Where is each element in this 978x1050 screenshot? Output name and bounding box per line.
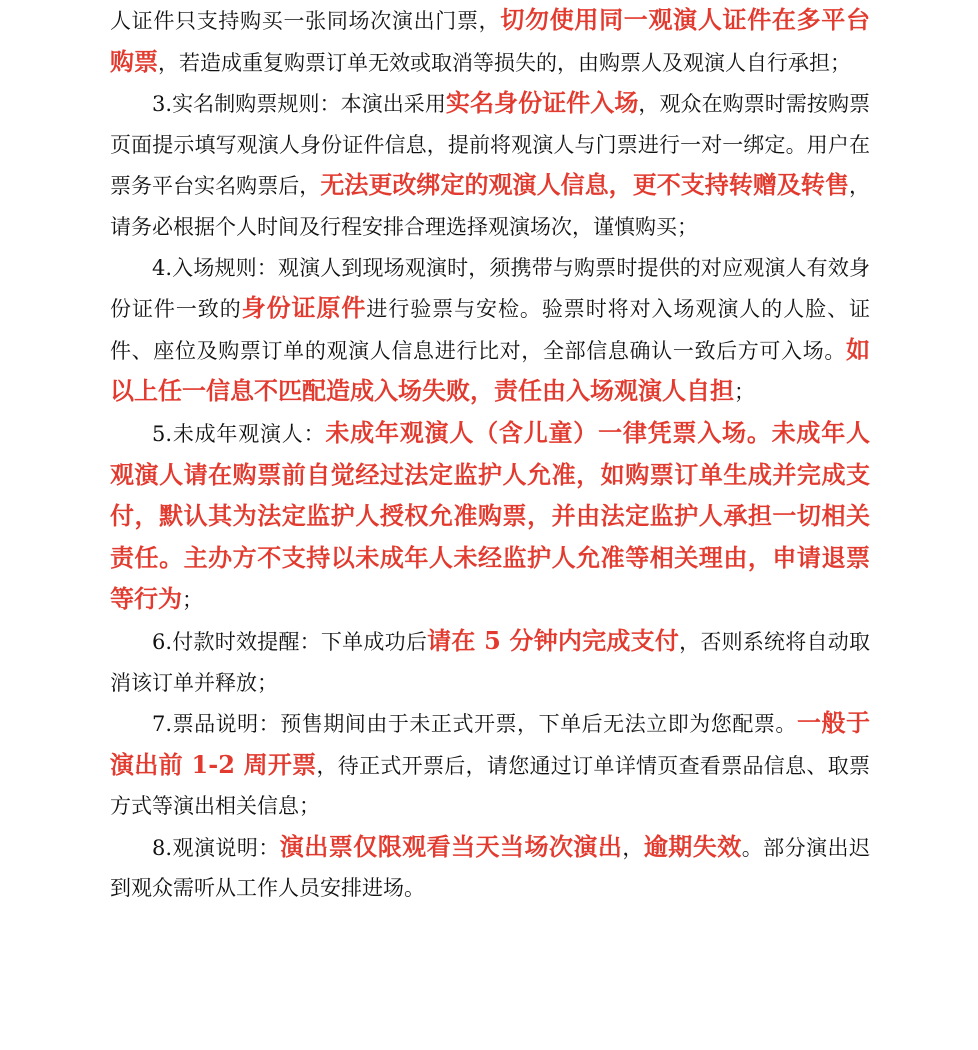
text-span: 人证件只支持购买一张同场次演出门票，	[110, 9, 501, 33]
highlighted-text: 如以上任一信息不匹配造成入场失败，责任由入场观演人自担	[110, 334, 870, 406]
text-span: 8.观演说明：	[152, 835, 280, 860]
text-span: ，否则系统将自动取消该订单并释放；	[110, 629, 870, 695]
text-span: ，观众在购票时需按购票页面提示填写观演人身份证件信息，提前将观演人与门票进行一对一绑定。用户在票务平台实名购票后，	[110, 92, 870, 199]
document-body	[110, 0, 870, 909]
text-span: 5.未成年观演人：	[152, 421, 326, 446]
text-span: 7.票品说明：预售期间由于未正式开票，下单后无法立即为您配票。	[152, 712, 797, 737]
highlighted-text: 实名身份证件入场	[445, 88, 639, 118]
text-span: 3.实名制购票规则：本演出采用	[152, 92, 446, 117]
text-span: ；	[734, 380, 755, 405]
highlighted-text: 无法更改绑定的观演人信息，更不支持转赠及转售	[320, 170, 849, 200]
highlighted-text: 身份证原件	[241, 293, 367, 323]
highlighted-text: 切勿使用同一观演人证件在多平台购票	[110, 5, 870, 76]
highlighted-text: 一般于演出前 1-2 周开票	[110, 708, 870, 779]
text-span: ，	[622, 835, 644, 860]
paragraph-ticket-limit	[110, 0, 870, 83]
paragraph-rule-6	[110, 621, 870, 703]
paragraph-rule-5	[110, 413, 870, 621]
text-span: 4.入场规则：观演人到现场观演时，须携带与购票时提供的对应观演人有效身份证件一致的	[110, 255, 870, 322]
text-span: 进行验票与安检。验票时将对入场观演人的人脸、证件、座位及购票订单的观演人信息进行比对，全部信息确认一致后方可入场。	[110, 297, 871, 363]
highlighted-text: 请在 5 分钟内完成支付	[427, 625, 680, 655]
paragraph-rule-8	[110, 827, 870, 909]
paragraph-rule-3	[110, 83, 870, 247]
text-span: 6.付款时效提醒：下单成功后	[152, 629, 428, 654]
paragraph-rule-7	[110, 703, 870, 827]
highlighted-text: 未成年观演人（含儿童）一律凭票入场。未成年人观演人请在购票前自觉经过法定监护人允准，如购票订单生成并完成支付，默认其为法定监护人授权允准购票，并由法定监护人承担一切相关责任。主办方不支持以未成年人未经监护人允准等相关理由，申请退票等行为	[110, 417, 870, 614]
highlighted-text: 演出票仅限观看当天当场次演出	[279, 831, 623, 861]
paragraph-rule-4	[110, 248, 870, 413]
text-span: ，若造成重复购票订单无效或取消等损失的，由购票人及观演人自行承担；	[158, 50, 851, 75]
text-span: 。部分演出迟到观众需听从工作人员安排进场。	[110, 835, 871, 901]
text-span: ，待正式开票后，请您通过订单详情页查看票品信息、取票方式等演出相关信息；	[110, 753, 870, 819]
highlighted-text: 逾期失效	[643, 831, 742, 861]
text-span: ；	[182, 588, 203, 613]
text-span: ，请务必根据个人时间及行程安排合理选择观演场次，谨慎购买；	[110, 174, 870, 239]
